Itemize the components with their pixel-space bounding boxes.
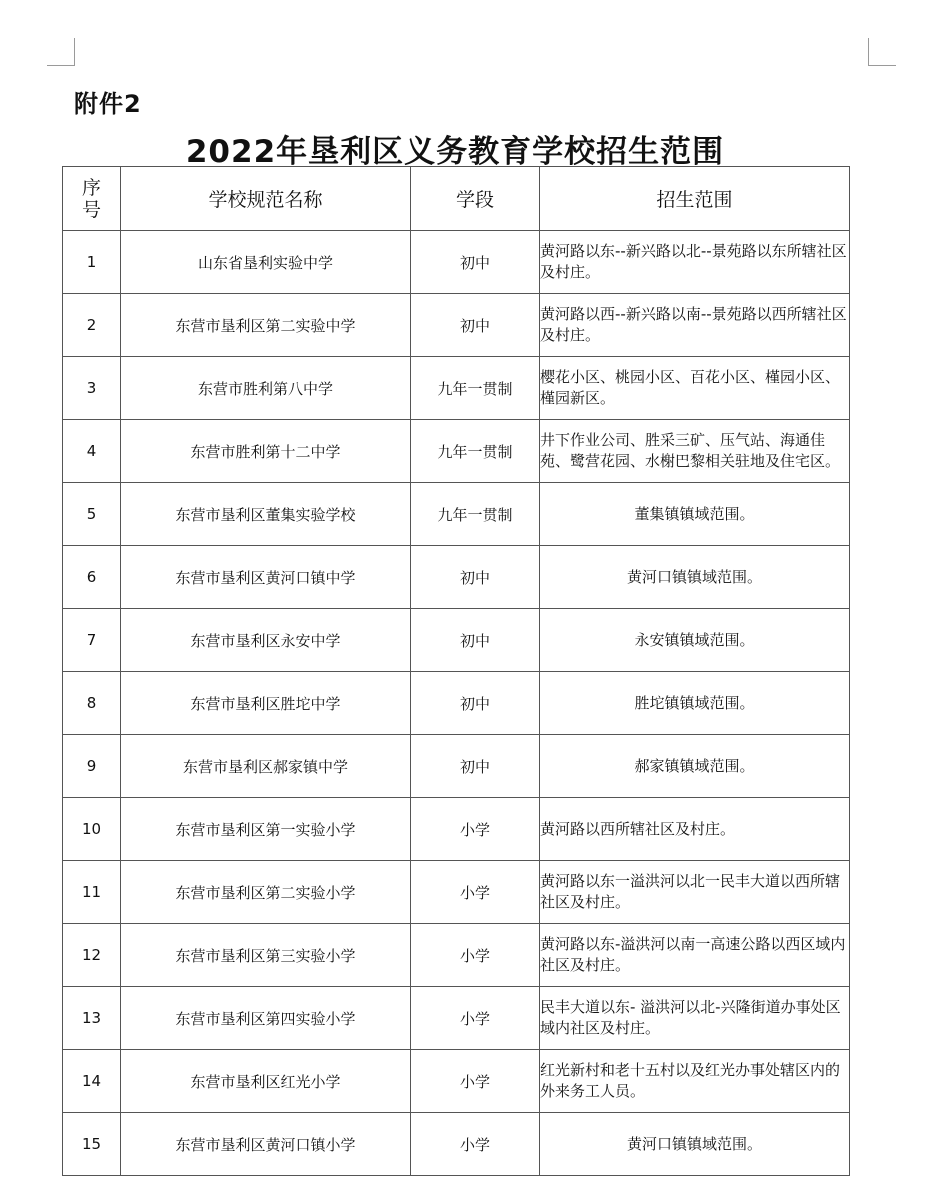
row-range: 郝家镇镇域范围。 [540, 735, 850, 798]
row-range: 黄河路以西--新兴路以南--景苑路以西所辖社区及村庄。 [540, 294, 850, 357]
attachment-label: 附件2 [74, 90, 142, 118]
row-stage: 初中 [411, 546, 540, 609]
document-title: 2022年垦利区义务教育学校招生范围 [185, 134, 725, 170]
table-row [63, 357, 850, 420]
table-row [63, 609, 850, 672]
row-range: 黄河路以东--新兴路以北--景苑路以东所辖社区及村庄。 [540, 231, 850, 294]
row-seq: 15 [63, 1113, 121, 1176]
row-range: 永安镇镇域范围。 [540, 609, 850, 672]
row-stage: 九年一贯制 [411, 420, 540, 483]
row-school-name: 东营市垦利区董集实验学校 [121, 483, 411, 546]
row-stage: 初中 [411, 609, 540, 672]
table-row [63, 420, 850, 483]
row-seq: 6 [63, 546, 121, 609]
row-range: 黄河路以西所辖社区及村庄。 [540, 798, 850, 861]
row-school-name: 东营市胜利第八中学 [121, 357, 411, 420]
row-seq: 10 [63, 798, 121, 861]
header-stage: 学段 [411, 167, 540, 231]
table-row [63, 735, 850, 798]
row-school-name: 东营市垦利区郝家镇中学 [121, 735, 411, 798]
row-stage: 九年一贯制 [411, 357, 540, 420]
row-seq: 1 [63, 231, 121, 294]
row-stage: 小学 [411, 924, 540, 987]
admission-range-table [62, 166, 850, 1176]
table-row [63, 483, 850, 546]
row-seq: 9 [63, 735, 121, 798]
row-stage: 初中 [411, 672, 540, 735]
row-school-name: 东营市垦利区黄河口镇小学 [121, 1113, 411, 1176]
row-stage: 小学 [411, 861, 540, 924]
row-seq: 2 [63, 294, 121, 357]
row-stage: 小学 [411, 798, 540, 861]
row-stage: 小学 [411, 987, 540, 1050]
table-row [63, 987, 850, 1050]
row-seq: 12 [63, 924, 121, 987]
page-corner-mark-top-right [868, 38, 896, 66]
row-range: 红光新村和老十五村以及红光办事处辖区内的外来务工人员。 [540, 1050, 850, 1113]
row-range: 董集镇镇域范围。 [540, 483, 850, 546]
row-seq: 8 [63, 672, 121, 735]
table-row [63, 294, 850, 357]
row-seq: 3 [63, 357, 121, 420]
row-school-name: 东营市垦利区黄河口镇中学 [121, 546, 411, 609]
row-school-name: 东营市垦利区胜坨中学 [121, 672, 411, 735]
row-range: 民丰大道以东- 溢洪河以北-兴隆街道办事处区域内社区及村庄。 [540, 987, 850, 1050]
row-school-name: 东营市垦利区红光小学 [121, 1050, 411, 1113]
row-school-name: 东营市垦利区第三实验小学 [121, 924, 411, 987]
row-seq: 5 [63, 483, 121, 546]
row-school-name: 东营市垦利区永安中学 [121, 609, 411, 672]
row-seq: 13 [63, 987, 121, 1050]
row-seq: 7 [63, 609, 121, 672]
row-seq: 4 [63, 420, 121, 483]
table-row [63, 798, 850, 861]
table-row [63, 231, 850, 294]
row-stage: 初中 [411, 231, 540, 294]
row-stage: 九年一贯制 [411, 483, 540, 546]
row-stage: 初中 [411, 735, 540, 798]
table-row [63, 924, 850, 987]
table-row [63, 1050, 850, 1113]
row-range: 胜坨镇镇域范围。 [540, 672, 850, 735]
row-school-name: 东营市垦利区第二实验中学 [121, 294, 411, 357]
table-header-row [63, 167, 850, 231]
header-school-name: 学校规范名称 [121, 167, 411, 231]
row-school-name: 东营市垦利区第一实验小学 [121, 798, 411, 861]
row-stage: 初中 [411, 294, 540, 357]
row-school-name: 东营市胜利第十二中学 [121, 420, 411, 483]
row-range: 黄河口镇镇域范围。 [540, 546, 850, 609]
row-range: 黄河路以东-溢洪河以南一高速公路以西区域内社区及村庄。 [540, 924, 850, 987]
row-stage: 小学 [411, 1050, 540, 1113]
header-seq: 序号 [63, 167, 121, 231]
row-range: 樱花小区、桃园小区、百花小区、槿园小区、槿园新区。 [540, 357, 850, 420]
row-range: 井下作业公司、胜采三矿、压气站、海通佳苑、鹭营花园、水榭巴黎相关驻地及住宅区。 [540, 420, 850, 483]
row-school-name: 山东省垦利实验中学 [121, 231, 411, 294]
table-row [63, 546, 850, 609]
row-range: 黄河路以东一溢洪河以北一民丰大道以西所辖社区及村庄。 [540, 861, 850, 924]
table-row [63, 1113, 850, 1176]
page-corner-mark-top-left [47, 38, 75, 66]
row-range: 黄河口镇镇域范围。 [540, 1113, 850, 1176]
row-seq: 14 [63, 1050, 121, 1113]
row-seq: 11 [63, 861, 121, 924]
row-school-name: 东营市垦利区第二实验小学 [121, 861, 411, 924]
header-range: 招生范围 [540, 167, 850, 231]
table-row [63, 861, 850, 924]
row-stage: 小学 [411, 1113, 540, 1176]
table-row [63, 672, 850, 735]
row-school-name: 东营市垦利区第四实验小学 [121, 987, 411, 1050]
